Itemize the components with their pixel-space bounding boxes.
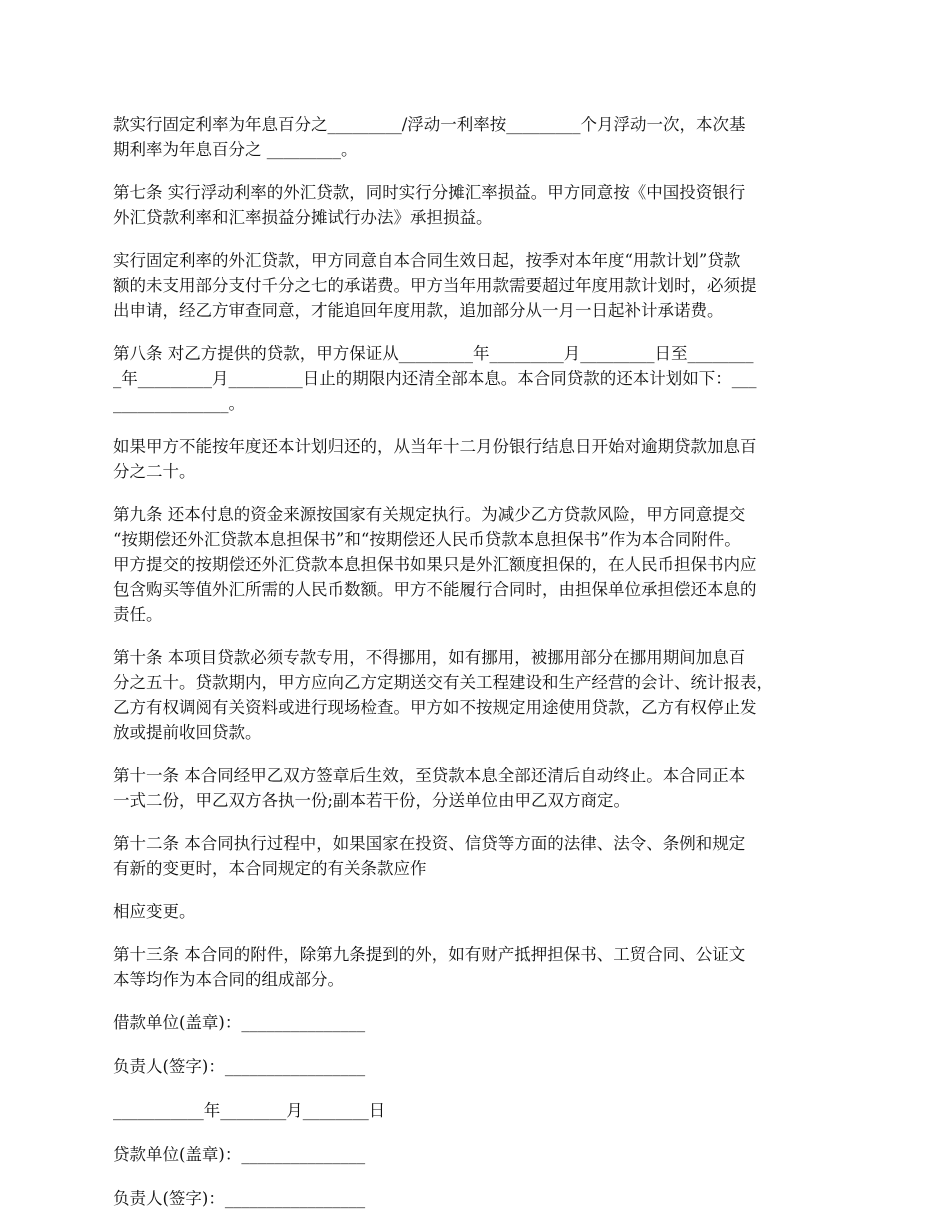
paragraph-line: ______________。: [113, 394, 245, 413]
paragraph-line: 有新的变更时，本合同规定的有关条款应作: [113, 859, 427, 878]
contract-paragraph: [113, 831, 843, 881]
paragraph-line: 外汇贷款利率和汇率损益分摊试行办法》承担损益。: [113, 208, 493, 227]
paragraph-line: 第十条 本项目贷款必须专款专用，不得挪用，如有挪用，被挪用部分在挪用期间加息百: [113, 648, 746, 667]
contract-paragraph: [113, 180, 843, 230]
paragraph-line: 放或提前收回贷款。: [113, 723, 262, 742]
paragraph-line: “按期偿还外汇贷款本息担保书”和“按期偿还人民币贷款本息担保书”作为本合同附件。: [113, 530, 741, 549]
contract-paragraph: [113, 899, 843, 924]
signature-line: 负责人(签字)：_________________: [113, 1057, 366, 1076]
contract-paragraph: [113, 341, 843, 416]
signature-line: 负责人(签字)：_________________: [113, 1189, 366, 1208]
contract-paragraph: [113, 502, 843, 627]
paragraph-line: 第十三条 本合同的附件，除第九条提到的外，如有财产抵押担保书、工贸合同、公证文: [113, 945, 746, 964]
contract-paragraph: [113, 942, 843, 992]
paragraph-line: 如果甲方不能按年度还本计划归还的，从当年十二月份银行结息日开始对逾期贷款加息百: [113, 437, 757, 456]
signature-line: ___________年________月________日: [113, 1101, 386, 1120]
paragraph-line: 乙方有权调阅有关资料或进行现场检查。甲方如不按规定用途使用贷款，乙方有权停止发: [113, 698, 757, 717]
paragraph-line: 分之二十。: [113, 462, 196, 481]
paragraph-line: 第八条 对乙方提供的贷款，甲方保证从_________年_________月_________日至________: [113, 344, 754, 363]
paragraph-line: 款实行固定利率为年息百分之_________/浮动一利率按_________个月浮动一次，本次基: [113, 115, 746, 134]
paragraph-line: 额的未支用部分支付千分之七的承诺费。甲方当年用款需要超过年度用款计划时，必须提: [113, 276, 757, 295]
contract-paragraph: [113, 112, 843, 162]
paragraph-line: 第十一条 本合同经甲乙双方签章后生效，至贷款本息全部还清后自动终止。本合同正本: [113, 766, 746, 785]
contract-paragraph: [113, 645, 843, 745]
contract-paragraph: [113, 248, 843, 323]
paragraph-line: 实行固定利率的外汇贷款，甲方同意自本合同生效日起，按季对本年度“用款计划”贷款: [113, 251, 741, 270]
paragraph-line: 第九条 还本付息的资金来源按国家有关规定执行。为减少乙方贷款风险，甲方同意提交: [113, 505, 746, 524]
paragraph-line: 出申请，经乙方审查同意，才能追回年度用款，追加部分从一月一日起补计承诺费。: [113, 301, 724, 320]
paragraph-line: 一式二份，甲乙双方各执一份;副本若干份，分送单位由甲乙双方商定。: [113, 791, 631, 810]
contract-body: [113, 112, 843, 992]
signature-block: [113, 1010, 843, 1211]
contract-paragraph: [113, 763, 843, 813]
paragraph-line: _年_________月_________日止的期限内还清全部本息。本合同贷款的还本计划如下：___: [113, 369, 757, 388]
contract-paragraph: [113, 434, 843, 484]
paragraph-line: 包含购买等值外汇所需的人民币数额。甲方不能履行合同时，由担保单位承担偿还本息的: [113, 580, 757, 599]
paragraph-line: 责任。: [113, 605, 163, 624]
paragraph-line: 相应变更。: [113, 902, 196, 921]
contract-page: [113, 112, 843, 1230]
paragraph-line: 本等均作为本合同的组成部分。: [113, 970, 344, 989]
paragraph-line: 期利率为年息百分之 _________。: [113, 140, 358, 159]
signature-line: 贷款单位(盖章)：_______________: [113, 1145, 366, 1164]
paragraph-line: 甲方提交的按期偿还外汇贷款本息担保书如果只是外汇额度担保的，在人民币担保书内应: [113, 555, 757, 574]
paragraph-line: 第十二条 本合同执行过程中，如果国家在投资、信贷等方面的法律、法令、条例和规定: [113, 834, 746, 853]
paragraph-line: 第七条 实行浮动利率的外汇贷款，同时实行分摊汇率损益。甲方同意按《中国投资银行: [113, 183, 746, 202]
paragraph-line: 分之五十。贷款期内，甲方应向乙方定期送交有关工程建设和生产经营的会计、统计报表，: [113, 673, 773, 692]
signature-line: 借款单位(盖章)：_______________: [113, 1013, 366, 1032]
